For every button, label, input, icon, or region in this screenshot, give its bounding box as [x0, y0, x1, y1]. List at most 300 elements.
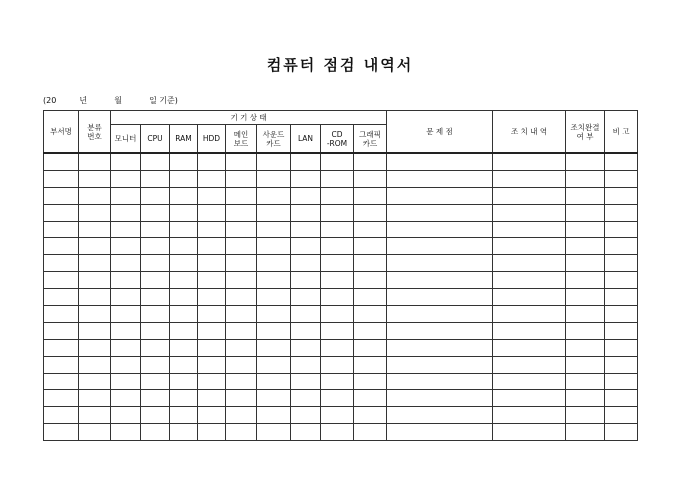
table-cell[interactable]	[111, 153, 141, 170]
table-cell[interactable]	[257, 221, 291, 238]
table-cell[interactable]	[44, 204, 79, 221]
table-cell[interactable]	[79, 373, 111, 390]
table-cell[interactable]	[226, 390, 257, 407]
table-cell[interactable]	[141, 255, 170, 272]
table-cell[interactable]	[44, 407, 79, 424]
table-cell[interactable]	[291, 272, 321, 289]
table-cell[interactable]	[170, 221, 198, 238]
table-cell[interactable]	[354, 238, 387, 255]
table-cell[interactable]	[354, 153, 387, 170]
table-cell[interactable]	[493, 424, 566, 441]
table-cell[interactable]	[354, 204, 387, 221]
table-cell[interactable]	[321, 339, 354, 356]
table-cell[interactable]	[321, 390, 354, 407]
table-cell[interactable]	[44, 424, 79, 441]
table-cell[interactable]	[257, 289, 291, 306]
table-cell[interactable]	[257, 187, 291, 204]
table-cell[interactable]	[291, 407, 321, 424]
table-cell[interactable]	[605, 153, 638, 170]
table-cell[interactable]	[387, 306, 493, 323]
date-month-label: 월	[114, 96, 122, 105]
table-cell[interactable]	[79, 255, 111, 272]
table-cell[interactable]	[605, 170, 638, 187]
table-cell[interactable]	[141, 289, 170, 306]
table-cell[interactable]	[605, 390, 638, 407]
table-cell[interactable]	[257, 424, 291, 441]
table-cell[interactable]	[354, 373, 387, 390]
header-equipment-status: 기 기 상 태	[111, 111, 387, 125]
table-cell[interactable]	[170, 390, 198, 407]
table-cell[interactable]	[354, 356, 387, 373]
table-cell[interactable]	[321, 238, 354, 255]
table-cell[interactable]	[566, 289, 605, 306]
table-cell[interactable]	[493, 356, 566, 373]
table-row	[44, 221, 638, 238]
table-cell[interactable]	[387, 204, 493, 221]
table-cell[interactable]	[141, 373, 170, 390]
table-cell[interactable]	[354, 339, 387, 356]
table-cell[interactable]	[170, 322, 198, 339]
table-cell[interactable]	[198, 255, 226, 272]
table-cell[interactable]	[44, 339, 79, 356]
table-row	[44, 289, 638, 306]
table-cell[interactable]	[605, 187, 638, 204]
table-cell[interactable]	[387, 187, 493, 204]
table-cell[interactable]	[111, 339, 141, 356]
table-cell[interactable]	[321, 373, 354, 390]
table-cell[interactable]	[321, 289, 354, 306]
table-cell[interactable]	[321, 407, 354, 424]
table-cell[interactable]	[387, 255, 493, 272]
table-cell[interactable]	[566, 170, 605, 187]
table-cell[interactable]	[79, 390, 111, 407]
table-cell[interactable]	[44, 153, 79, 170]
table-cell[interactable]	[198, 272, 226, 289]
table-cell[interactable]	[198, 187, 226, 204]
table-cell[interactable]	[566, 390, 605, 407]
table-cell[interactable]	[79, 356, 111, 373]
table-cell[interactable]	[354, 221, 387, 238]
table-cell[interactable]	[170, 424, 198, 441]
header-item-cpu	[141, 125, 170, 154]
table-cell[interactable]	[44, 390, 79, 407]
table-cell[interactable]	[226, 221, 257, 238]
table-cell[interactable]	[170, 238, 198, 255]
table-cell[interactable]	[321, 306, 354, 323]
table-cell[interactable]	[170, 272, 198, 289]
table-cell[interactable]	[111, 187, 141, 204]
table-cell[interactable]	[321, 356, 354, 373]
table-cell[interactable]	[79, 306, 111, 323]
header-completion-line2: 여 부	[576, 131, 594, 141]
date-open: (20	[43, 96, 57, 105]
table-cell[interactable]	[291, 153, 321, 170]
table-cell[interactable]	[321, 170, 354, 187]
table-row	[44, 339, 638, 356]
table-cell[interactable]	[387, 373, 493, 390]
table-cell[interactable]	[291, 221, 321, 238]
table-cell[interactable]	[44, 255, 79, 272]
table-cell[interactable]	[493, 238, 566, 255]
table-cell[interactable]	[111, 424, 141, 441]
date-day-label: 일 기준)	[149, 96, 178, 105]
table-cell[interactable]	[291, 204, 321, 221]
header-item-cpu-label: CPU	[147, 134, 163, 143]
table-cell[interactable]	[354, 187, 387, 204]
table-row	[44, 272, 638, 289]
table-cell[interactable]	[387, 238, 493, 255]
table-cell[interactable]	[493, 306, 566, 323]
document-title: 컴퓨터 점검 내역서	[266, 56, 414, 74]
table-cell[interactable]	[354, 322, 387, 339]
table-cell[interactable]	[493, 170, 566, 187]
table-cell[interactable]	[291, 424, 321, 441]
table-cell[interactable]	[257, 306, 291, 323]
table-cell[interactable]	[44, 187, 79, 204]
table-cell[interactable]	[605, 322, 638, 339]
table-cell[interactable]	[198, 322, 226, 339]
table-cell[interactable]	[566, 407, 605, 424]
table-cell[interactable]	[605, 255, 638, 272]
table-cell[interactable]	[79, 204, 111, 221]
header-item-soundcard-line2: 카드	[266, 138, 281, 148]
table-cell[interactable]	[226, 289, 257, 306]
table-row	[44, 306, 638, 323]
header-item-soundcard-line1: 사운드	[262, 129, 285, 139]
table-cell[interactable]	[141, 170, 170, 187]
table-cell[interactable]	[291, 390, 321, 407]
table-cell[interactable]	[226, 339, 257, 356]
table-cell[interactable]	[198, 424, 226, 441]
table-cell[interactable]	[111, 255, 141, 272]
table-cell[interactable]	[170, 153, 198, 170]
table-cell[interactable]	[141, 390, 170, 407]
table-cell[interactable]	[226, 272, 257, 289]
table-cell[interactable]	[111, 204, 141, 221]
table-cell[interactable]	[291, 170, 321, 187]
table-cell[interactable]	[44, 170, 79, 187]
table-cell[interactable]	[111, 407, 141, 424]
header-item-cdrom-line1: CD	[331, 129, 343, 139]
table-cell[interactable]	[291, 339, 321, 356]
table-cell[interactable]	[226, 373, 257, 390]
table-cell[interactable]	[291, 356, 321, 373]
table-cell[interactable]	[257, 204, 291, 221]
table-cell[interactable]	[387, 407, 493, 424]
table-cell[interactable]	[321, 272, 354, 289]
table-cell[interactable]	[291, 238, 321, 255]
table-cell[interactable]	[44, 306, 79, 323]
table-cell[interactable]	[111, 238, 141, 255]
table-cell[interactable]	[387, 153, 493, 170]
table-cell[interactable]	[111, 272, 141, 289]
table-cell[interactable]	[226, 322, 257, 339]
table-cell[interactable]	[44, 373, 79, 390]
table-cell[interactable]	[141, 238, 170, 255]
table-cell[interactable]	[387, 424, 493, 441]
table-cell[interactable]	[493, 255, 566, 272]
table-cell[interactable]	[141, 322, 170, 339]
table-cell[interactable]	[226, 306, 257, 323]
table-cell[interactable]	[79, 289, 111, 306]
table-cell[interactable]	[605, 424, 638, 441]
table-cell[interactable]	[226, 255, 257, 272]
table-cell[interactable]	[321, 255, 354, 272]
table-cell[interactable]	[257, 238, 291, 255]
header-dept: 부서명	[44, 111, 79, 154]
table-cell[interactable]	[493, 407, 566, 424]
header-item-lan-label: LAN	[297, 134, 314, 143]
table-cell[interactable]	[257, 153, 291, 170]
table-cell[interactable]	[44, 289, 79, 306]
table-cell[interactable]	[291, 289, 321, 306]
table-cell[interactable]	[566, 306, 605, 323]
table-cell[interactable]	[170, 187, 198, 204]
table-cell[interactable]	[226, 238, 257, 255]
table-cell[interactable]	[354, 272, 387, 289]
header-item-graphiccard-line1: 그래픽	[359, 129, 381, 139]
header-item-monitor	[111, 125, 141, 154]
table-row	[44, 407, 638, 424]
table-cell[interactable]	[198, 306, 226, 323]
header-item-cdrom	[321, 125, 354, 154]
table-cell[interactable]	[605, 221, 638, 238]
table-cell[interactable]	[291, 373, 321, 390]
table-cell[interactable]	[44, 221, 79, 238]
table-cell[interactable]	[566, 221, 605, 238]
table-cell[interactable]	[198, 339, 226, 356]
table-cell[interactable]	[566, 424, 605, 441]
table-cell[interactable]	[226, 170, 257, 187]
header-completion-line1: 조치완결	[570, 122, 600, 132]
table-cell[interactable]	[291, 306, 321, 323]
table-cell[interactable]	[354, 424, 387, 441]
table-cell[interactable]	[111, 170, 141, 187]
table-row	[44, 255, 638, 272]
table-cell[interactable]	[291, 255, 321, 272]
table-cell[interactable]	[170, 339, 198, 356]
table-cell[interactable]	[354, 289, 387, 306]
table-cell[interactable]	[493, 153, 566, 170]
table-cell[interactable]	[111, 322, 141, 339]
table-cell[interactable]	[493, 187, 566, 204]
table-cell[interactable]	[79, 170, 111, 187]
table-cell[interactable]	[257, 373, 291, 390]
table-cell[interactable]	[493, 272, 566, 289]
header-item-hdd	[198, 125, 226, 154]
header-item-soundcard	[257, 125, 291, 154]
table-cell[interactable]	[170, 255, 198, 272]
table-cell[interactable]	[141, 204, 170, 221]
table-cell[interactable]	[198, 356, 226, 373]
table-cell[interactable]	[198, 238, 226, 255]
table-cell[interactable]	[257, 170, 291, 187]
table-cell[interactable]	[493, 339, 566, 356]
table-cell[interactable]	[566, 272, 605, 289]
table-cell[interactable]	[493, 204, 566, 221]
table-cell[interactable]	[79, 221, 111, 238]
table-cell[interactable]	[141, 221, 170, 238]
table-cell[interactable]	[387, 272, 493, 289]
table-cell[interactable]	[170, 407, 198, 424]
table-cell[interactable]	[226, 204, 257, 221]
table-cell[interactable]	[141, 356, 170, 373]
inspection-table	[43, 110, 638, 441]
table-cell[interactable]	[291, 187, 321, 204]
table-cell[interactable]	[111, 221, 141, 238]
table-cell[interactable]	[566, 322, 605, 339]
table-cell[interactable]	[387, 339, 493, 356]
header-item-mainboard	[226, 125, 257, 154]
table-cell[interactable]	[226, 153, 257, 170]
table-cell[interactable]	[79, 272, 111, 289]
table-cell[interactable]	[79, 187, 111, 204]
table-cell[interactable]	[226, 187, 257, 204]
table-cell[interactable]	[321, 424, 354, 441]
table-cell[interactable]	[198, 373, 226, 390]
table-cell[interactable]	[605, 356, 638, 373]
table-cell[interactable]	[79, 238, 111, 255]
table-cell[interactable]	[387, 221, 493, 238]
table-cell[interactable]	[321, 153, 354, 170]
table-cell[interactable]	[141, 424, 170, 441]
header-category-line2: 번호	[87, 131, 102, 141]
table-cell[interactable]	[170, 373, 198, 390]
header-item-hdd-label: HDD	[202, 134, 221, 143]
table-cell[interactable]	[493, 390, 566, 407]
table-cell[interactable]	[111, 373, 141, 390]
table-cell[interactable]	[170, 170, 198, 187]
header-remarks: 비 고	[605, 111, 638, 154]
table-cell[interactable]	[493, 373, 566, 390]
table-cell[interactable]	[354, 390, 387, 407]
table-cell[interactable]	[493, 289, 566, 306]
table-cell[interactable]	[566, 238, 605, 255]
table-cell[interactable]	[79, 407, 111, 424]
table-row	[44, 238, 638, 255]
table-cell[interactable]	[321, 322, 354, 339]
header-item-monitor-label: 모니터	[114, 134, 137, 143]
table-cell[interactable]	[257, 390, 291, 407]
reference-date-line	[43, 95, 178, 106]
table-cell[interactable]	[387, 289, 493, 306]
table-cell[interactable]	[257, 356, 291, 373]
table-cell[interactable]	[111, 306, 141, 323]
header-category-line1: 분류	[87, 122, 102, 132]
table-cell[interactable]	[566, 153, 605, 170]
table-cell[interactable]	[257, 322, 291, 339]
table-cell[interactable]	[79, 322, 111, 339]
table-cell[interactable]	[257, 272, 291, 289]
table-cell[interactable]	[141, 306, 170, 323]
table-cell[interactable]	[387, 390, 493, 407]
table-cell[interactable]	[321, 221, 354, 238]
table-cell[interactable]	[198, 204, 226, 221]
table-row	[44, 424, 638, 441]
header-problem: 문 제 점	[387, 111, 493, 154]
header-item-mainboard-line1: 메인	[233, 129, 249, 139]
table-cell[interactable]	[605, 339, 638, 356]
table-cell[interactable]	[198, 289, 226, 306]
table-cell[interactable]	[605, 272, 638, 289]
table-cell[interactable]	[198, 390, 226, 407]
table-cell[interactable]	[111, 390, 141, 407]
table-cell[interactable]	[493, 221, 566, 238]
table-cell[interactable]	[141, 153, 170, 170]
table-row	[44, 170, 638, 187]
table-cell[interactable]	[44, 272, 79, 289]
table-cell[interactable]	[566, 356, 605, 373]
date-year-label: 년	[79, 96, 88, 105]
table-cell[interactable]	[44, 238, 79, 255]
table-cell[interactable]	[226, 407, 257, 424]
table-cell[interactable]	[605, 204, 638, 221]
table-cell[interactable]	[257, 255, 291, 272]
table-cell[interactable]	[226, 424, 257, 441]
table-cell[interactable]	[141, 187, 170, 204]
table-cell[interactable]	[170, 204, 198, 221]
table-cell[interactable]	[198, 170, 226, 187]
table-row	[44, 390, 638, 407]
table-cell[interactable]	[321, 204, 354, 221]
table-cell[interactable]	[493, 322, 566, 339]
table-cell[interactable]	[44, 356, 79, 373]
table-cell[interactable]	[354, 255, 387, 272]
table-cell[interactable]	[321, 187, 354, 204]
table-cell[interactable]	[170, 289, 198, 306]
table-cell[interactable]	[605, 407, 638, 424]
table-row	[44, 356, 638, 373]
table-cell[interactable]	[605, 289, 638, 306]
table-cell[interactable]	[44, 322, 79, 339]
table-cell[interactable]	[170, 356, 198, 373]
table-cell[interactable]	[198, 221, 226, 238]
table-cell[interactable]	[79, 153, 111, 170]
table-cell[interactable]	[387, 170, 493, 187]
table-cell[interactable]	[79, 424, 111, 441]
table-cell[interactable]	[198, 153, 226, 170]
table-cell[interactable]	[226, 356, 257, 373]
table-cell[interactable]	[387, 322, 493, 339]
table-cell[interactable]	[257, 407, 291, 424]
table-cell[interactable]	[354, 407, 387, 424]
table-cell[interactable]	[354, 170, 387, 187]
table-cell[interactable]	[141, 407, 170, 424]
table-cell[interactable]	[605, 373, 638, 390]
table-cell[interactable]	[170, 306, 198, 323]
table-row	[44, 373, 638, 390]
table-cell[interactable]	[566, 255, 605, 272]
table-cell[interactable]	[141, 339, 170, 356]
table-cell[interactable]	[79, 339, 111, 356]
table-cell[interactable]	[257, 339, 291, 356]
table-cell[interactable]	[291, 322, 321, 339]
table-cell[interactable]	[605, 306, 638, 323]
table-cell[interactable]	[605, 238, 638, 255]
table-cell[interactable]	[141, 272, 170, 289]
table-cell[interactable]	[111, 289, 141, 306]
table-cell[interactable]	[387, 356, 493, 373]
table-cell[interactable]	[566, 373, 605, 390]
table-cell[interactable]	[566, 187, 605, 204]
table-cell[interactable]	[111, 356, 141, 373]
table-cell[interactable]	[354, 306, 387, 323]
table-cell[interactable]	[566, 204, 605, 221]
table-cell[interactable]	[198, 407, 226, 424]
header-category	[79, 111, 111, 154]
header-completion	[566, 111, 605, 154]
table-cell[interactable]	[566, 339, 605, 356]
